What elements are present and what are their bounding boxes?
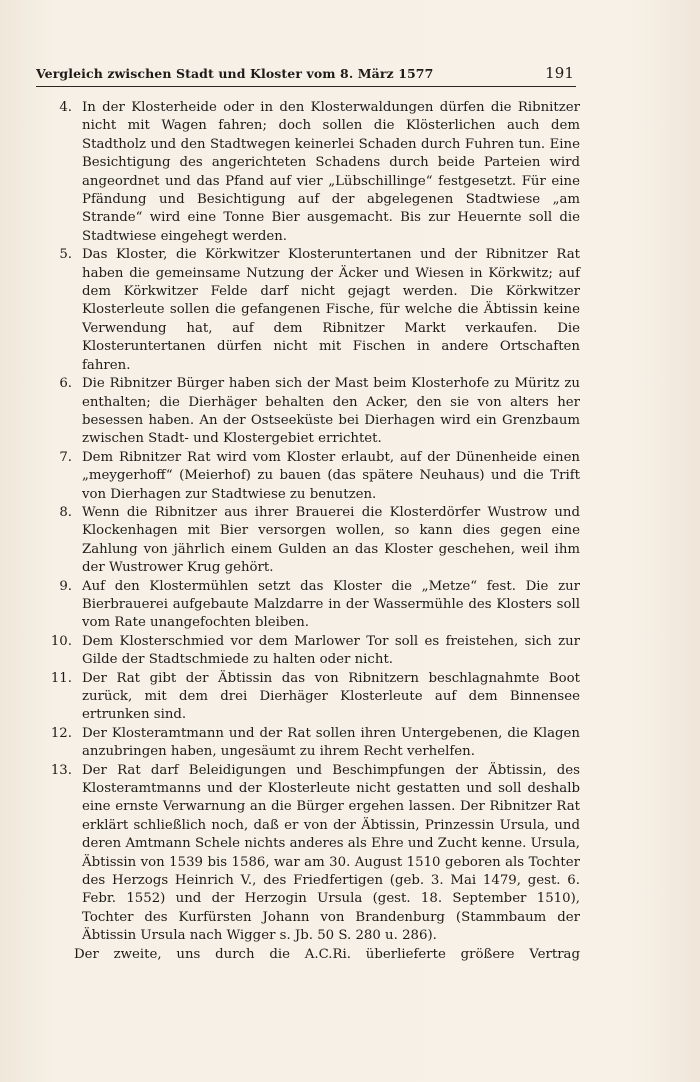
list-item [36,504,580,578]
item-text: Das Kloster, die Körkwitzer Klosteruntertanen und der Ribnitzer Rat haben die gemeinsame Nutzung der Äcker und Wiesen in Körkwitz; auf dem Körkwitzer Felde darf nicht gejagt werden. Die Körkwitzer Klosterleute sollen die gefangenen Fische, für welche die Äbtissin keine Verwendung hat, auf dem Ribnitzer Markt verkaufen. Die Klosteruntertanen dürfen nicht mit Fischen in andere Ortschaften fahren. [82,247,580,373]
item-number: 5. [59,247,72,263]
item-text: Wenn die Ribnitzer aus ihrer Brauerei die Klosterdörfer Wustrow und Klockenhagen mit Bier versorgen wollen, so kann dies gegen eine Zahlung von jährlich einem Gulden an das Kloster geschehen, weil ihm der Wustrower Krug gehört. [82,504,580,576]
item-number: 11. [50,670,72,686]
item-text: Der Rat gibt der Äbtissin das von Ribnitzern beschlagnahmte Boot zurück, mit dem drei Dierhäger Klosterleute auf dem Binnensee ertrunken sind. [82,670,580,723]
closing-line: Der zweite, uns durch die A.C.Ri. überlieferte größere Vertrag [74,946,580,962]
item-number: 8. [59,504,72,520]
item-text: Auf den Klostermühlen setzt das Kloster die „Metze“ fest. Die zur Bierbrauerei aufgebaute Malzdarre in der Wassermühle des Klosters soll vom Rate unangefochten bleiben. [82,578,580,631]
list-item [36,375,580,449]
item-number: 4. [59,100,72,115]
item-number: 9. [59,578,72,594]
item-text: Der Klosteramtmann und der Rat sollen ihren Untergebenen, die Klagen anzubringen haben, ungesäumt zu ihrem Recht verhelfen. [82,725,580,760]
item-text: Dem Ribnitzer Rat wird vom Kloster erlaubt, auf der Dünenheide einen „meygerhoff“ (Meierhof) zu bauen (das spätere Neuhaus) und die Trift von Dierhagen zur Stadtwiese zu benutzen. [82,449,580,502]
item-text: Die Ribnitzer Bürger haben sich der Mast beim Klosterhofe zu Müritz zu enthalten; die Dierhäger behalten den Acker, den sie von alters her besessen haben. An der Ostseeküste bei Dierhagen wird ein Grenzbaum zwischen Stadt- und Klostergebiet errichtet. [82,376,580,447]
list-item [36,633,580,670]
page-number: 191 [545,64,574,82]
list-item [36,670,580,725]
list-item [36,99,580,246]
list-item [36,725,580,762]
item-number: 6. [59,376,72,392]
list-item [36,449,580,504]
list-item [36,578,580,633]
running-head [36,64,574,82]
item-text: In der Klosterheide oder in den Klosterwaldungen dürfen die Ribnitzer nicht mit Wagen fahren; doch sollen die Klösterlichen auch dem Stadtholz und den Stadtwegen keinerlei Schaden durch Fuhren tun. Eine Besichtigung des angerichteten Schadens durch beide Parteien wird angeordnet und das Pfand auf vier „Lübschillinge“ festgesetzt. Für eine Pfändung und Besichtigung auf der abgelegenen Stadtwiese „am Strande“ wird eine Tonne Bier ausgemacht. Bis zur Heuernte soll die Stadtwiese eingehegt werden. [82,100,580,244]
header-rule [36,86,576,87]
item-number: 13. [50,762,72,778]
item-text: Dem Klosterschmied vor dem Marlower Tor soll es freistehen, sich zur Gilde der Stadtschmiede zu halten oder nicht. [82,633,580,668]
list-item [36,246,580,375]
running-title: Vergleich zwischen Stadt und Kloster vom 8. März 1577 [36,66,434,81]
item-number: 10. [50,633,72,649]
item-number: 12. [50,725,72,741]
list-item [36,762,580,946]
item-number: 7. [59,449,72,465]
body-text [36,99,580,964]
item-text: Der Rat darf Beleidigungen und Beschimpfungen der Äbtissin, des Klosteramtmanns und der Klosterleute nicht gestatten und soll deshalb eine ernste Verwarnung an die Bürger ergehen lassen. Der Ribnitzer Rat erklärt schließlich noch, daß er von der Äbtissin, Prinzessin Ursula, und deren Amtmann Schele nichts anderes als Ehre und Zucht kenne. Ursula, Äbtissin von 1539 bis 1586, war am 30. August 1510 geboren als Tochter des Herzogs Heinrich V., des Friedfertigen (geb. 3. Mai 1479, gest. 6. Febr. 1552) und der Herzogin Ursula (gest. 18. September 1510), Tochter des Kurfürsten Johann von Brandenburg (Stammbaum der Äbtissin Ursula nach Wigger s. Jb. 50 S. 280 u. 286). [82,762,580,944]
